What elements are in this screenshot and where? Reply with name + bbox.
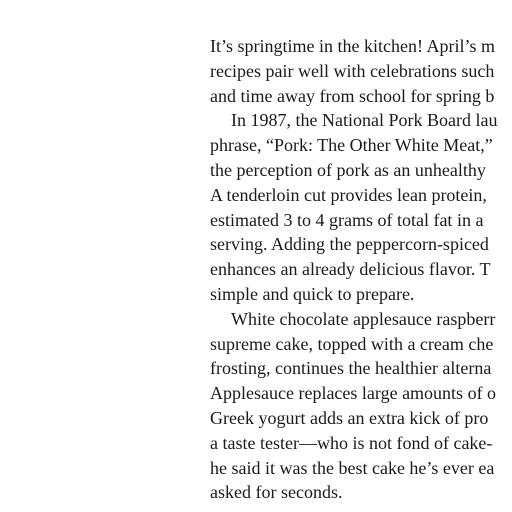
paragraph-line: supreme cake, topped with a cream che <box>210 333 494 354</box>
paragraph-line: simple and quick to prepare. <box>210 284 415 304</box>
paragraph-line: It’s springtime in the kitchen! April’s m <box>210 36 495 56</box>
paragraph-line: Greek yogurt adds an extra kick of pro <box>210 408 489 428</box>
paragraph-line: In 1987, the National Pork Board lau <box>231 110 498 131</box>
paragraph-line: he said it was the best cake he’s ever ea <box>210 457 495 478</box>
paragraph-line: White chocolate applesauce raspberr <box>231 308 496 329</box>
paragraph-line: asked for seconds. <box>210 482 343 503</box>
paragraph-line: frosting, continues the healthier alterna <box>210 358 492 379</box>
paragraph-line: recipes pair well with celebrations such <box>210 60 495 81</box>
paragraph-line: A tenderloin cut provides lean protein, <box>210 184 487 205</box>
paragraph-line: the perception of pork as an unhealthy <box>210 160 486 180</box>
paragraph-line: serving. Adding the peppercorn-spiced <box>210 234 489 255</box>
paragraph-line: estimated 3 to 4 grams of total fat in a <box>210 209 484 230</box>
paragraph-line: enhances an already delicious flavor. T <box>210 259 491 280</box>
paragraph-line: Applesauce replaces large amounts of o <box>210 383 497 404</box>
paragraph-line: and time away from school for spring b <box>210 85 495 106</box>
paragraph-line: phrase, “Pork: The Other White Meat,” <box>210 135 493 156</box>
paragraph-line: a taste tester—who is not fond of cake- <box>210 432 493 453</box>
